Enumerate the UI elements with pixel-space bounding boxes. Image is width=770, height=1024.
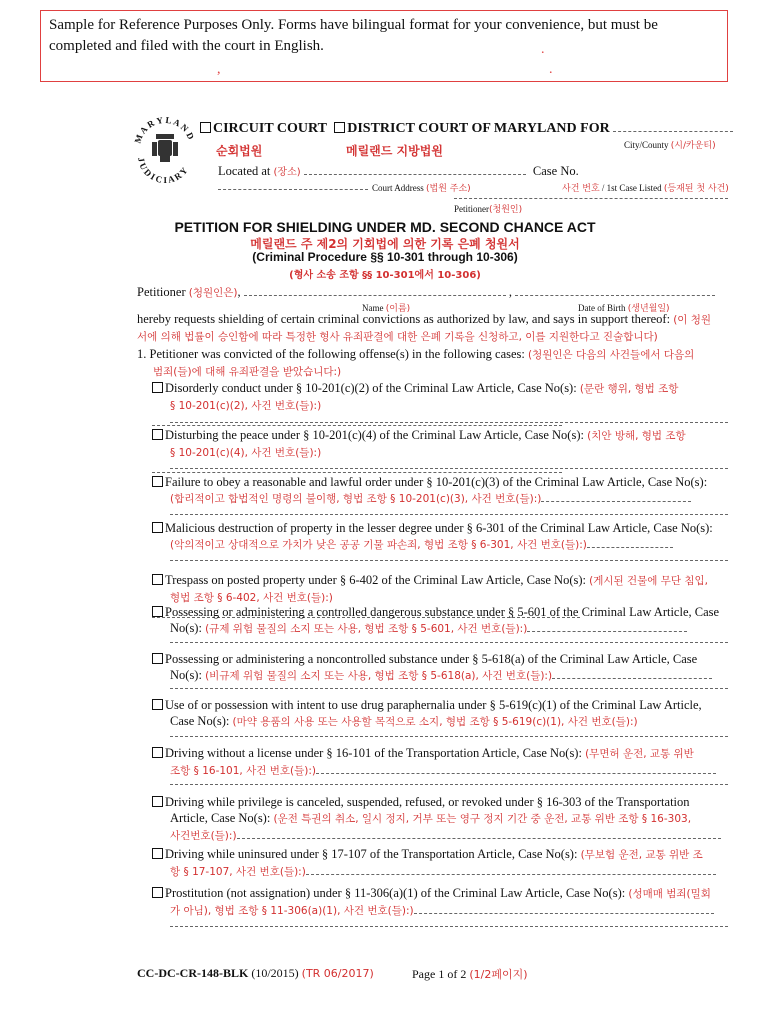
case-numbers-field[interactable]	[306, 874, 716, 875]
district-court-checkbox[interactable]	[334, 122, 345, 133]
petitioner-row: Petitioner (청원인은), ,	[137, 285, 729, 300]
section-1: 1. Petitioner was convicted of the following offense(s) in the following cases: (청원인은 다음의 사건들에서 다음의 범죄(들)에 대해 유죄판결을 받았습니다:)	[137, 347, 695, 378]
form-footer-id: CC-DC-CR-148-BLK (10/2015) (TR 06/2017)	[137, 966, 374, 980]
case-numbers-field[interactable]	[541, 501, 691, 502]
name-caption: Name (이름)	[362, 303, 411, 314]
offense-checkbox[interactable]	[152, 747, 163, 758]
district-court-kr: 메릴랜드 지방법원	[346, 144, 443, 158]
circuit-court-label: CIRCUIT COURT	[213, 121, 327, 136]
svg-text:J U D I C I A R Y: J U D I C I A R Y	[135, 156, 190, 186]
svg-text:M A R Y L A N D: M A R Y L A N D	[132, 114, 197, 145]
court-address-field[interactable]	[304, 174, 526, 175]
circuit-court-kr: 순회법원	[216, 144, 263, 158]
case-numbers-field[interactable]	[587, 547, 673, 548]
offense-checkbox[interactable]	[152, 522, 163, 533]
offense-failure-to-obey: Failure to obey a reasonable and lawful order under § 10-201(c)(3) of the Criminal Law Article, Case No(s): (합리적이고 합법적인 명령의 불이행, 형법 조항 § 10-201(c)(3), 사건 번호(들):)	[152, 474, 728, 507]
page-number: Page 1 of 2 (1/2페이지)	[412, 967, 528, 981]
petitioner-header-field[interactable]	[454, 188, 728, 199]
court-address-caption: Court Address (법원 주소)	[372, 183, 471, 194]
offense-checkbox[interactable]	[152, 429, 163, 440]
case-numbers-field[interactable]	[237, 838, 721, 839]
offense-checkbox[interactable]	[152, 476, 163, 487]
offense-prostitution: Prostitution (not assignation) under § 11-306(a)(1) of the Criminal Law Article, Case No(s): (성매매 범죄(밀회 가 아님), 형법 조항 § 11-306(a)(1), 사건 번호(들):)	[152, 885, 728, 919]
maryland-judiciary-seal-icon	[132, 112, 198, 188]
offense-checkbox[interactable]	[152, 887, 163, 898]
form-subtitle: (Criminal Procedure §§ 10-301 through 10-306)	[252, 250, 518, 264]
location-row: Located at (장소) Case No.	[218, 163, 728, 194]
offense-malicious-destruction: Malicious destruction of property in the lesser degree under § 6-301 of the Criminal Law Article, Case No(s): (악의적이고 상대적으로 가치가 낮은 공공 기물 파손죄, 형법 조항 § 6-301, 사건 번호(들):)	[152, 520, 728, 553]
offense-checkbox[interactable]	[152, 653, 163, 664]
case-numbers-field[interactable]	[552, 678, 712, 679]
city-county-field[interactable]	[613, 131, 733, 132]
offense-driving-privilege-canceled: Driving while privilege is canceled, suspended, refused, or revoked under § 16-303 of the Transportation Article, Case No(s): (운전 특권의 취소, 일시 정지, 거부 또는 영구 정지 기간 중 운전, 교통 위반 조항 § 16-303, 사건번호(들):)	[152, 794, 728, 844]
form-title: PETITION FOR SHIELDING UNDER MD. SECOND CHANCE ACT	[174, 219, 596, 235]
notice-line-1: Sample for Reference Purposes Only. Forms have bilingual format for your convenience, but must be	[49, 17, 658, 33]
offense-checkbox[interactable]	[152, 606, 163, 617]
offense-drug-paraphernalia: Use of or possession with intent to use drug paraphernalia under § 5-619(c)(1) of the Criminal Law Article, Case No(s): (마약 용품의 사용 또는 사용할 목적으로 소지, 형법 조항 § 5-619(c)(1), 사건 번호(들):)	[152, 697, 728, 730]
date-of-birth-field[interactable]	[515, 295, 715, 296]
offense-checkbox[interactable]	[152, 699, 163, 710]
case-numbers-field[interactable]	[316, 773, 716, 774]
offense-disorderly-conduct: Disorderly conduct under § 10-201(c)(2) of the Criminal Law Article, Case No(s): (문란 행위, 형법 조항 § 10-201(c)(2), 사건 번호(들):)	[152, 380, 728, 430]
dob-caption: Date of Birth (생년월일)	[578, 303, 670, 314]
offense-checkbox[interactable]	[152, 574, 163, 585]
court-selection	[200, 121, 733, 137]
circuit-court-checkbox[interactable]	[200, 122, 211, 133]
notice-line-2: completed and filed with the court in English.	[49, 38, 324, 54]
city-county-caption: City/County (시/카운티)	[624, 140, 716, 151]
petitioner-caption: Petitioner(청원인)	[454, 204, 523, 215]
reference-notice: Sample for Reference Purposes Only. Forms have bilingual format for your convenience, but must be completed and filed with the court in English. . , .	[40, 10, 728, 82]
offense-checkbox[interactable]	[152, 796, 163, 807]
offense-driving-without-license: Driving without a license under § 16-101 of the Transportation Article, Case No(s): (무면허 운전, 교통 위반 조항 § 16-101, 사건 번호(들):)	[152, 745, 728, 779]
offense-trespass: Trespass on posted property under § 6-402 of the Criminal Law Article, Case No(s): (게시된 건물에 무단 침입, 형법 조항 § 6-402, 사건 번호(들):)	[152, 572, 728, 622]
offense-disturbing-peace: Disturbing the peace under § 10-201(c)(4) of the Criminal Law Article, Case No(s): (치안 방해, 형법 조항 § 10-201(c)(4), 사건 번호(들):)	[152, 427, 728, 477]
district-court-label: DISTRICT COURT OF MARYLAND FOR	[347, 121, 610, 136]
offense-checkbox[interactable]	[152, 848, 163, 859]
case-numbers-field[interactable]	[152, 425, 562, 426]
case-numbers-field[interactable]	[414, 913, 714, 914]
offense-driving-uninsured: Driving while uninsured under § 17-107 of the Transportation Article, Case No(s): (무보험 운전, 교통 위반 조 항 § 17-107, 사건 번호(들):)	[152, 846, 728, 880]
offense-checkbox[interactable]	[152, 382, 163, 393]
case-number-caption: 사건 번호 / 1st Case Listed (등재된 첫 사건)	[562, 183, 729, 194]
case-numbers-field[interactable]	[152, 472, 562, 473]
case-numbers-field[interactable]	[527, 631, 687, 632]
intro-statement: hereby requests shielding of certain criminal convictions as authorized by law, and says in support thereof: (이 청원 서에 의해 법률이 승인함에 따라 특정한 형사 유죄판결에 대한 은폐 기록을 신청하고, 이를 지원한다고 진술합니다)	[137, 312, 712, 343]
form-title-kr: 메릴랜드 주 제2의 기회법에 의한 기록 은폐 청원서	[250, 237, 520, 251]
offense-cds-possession: Possessing or administering a controlled dangerous substance under § 5-601 of the Criminal Law Article, Case No(s): (규제 위험 물질의 소지 또는 사용, 형법 조항 § 5-601, 사건 번호(들):)	[152, 604, 728, 637]
offense-noncontrolled-substance: Possessing or administering a noncontrolled substance under § 5-618(a) of the Criminal Law Article, Case No(s): (비규제 위험 물질의 소지 또는 사용, 형법 조항 § 5-618(a), 사건 번호(들):)	[152, 651, 728, 684]
form-subtitle-kr: (형사 소송 조항 §§ 10-301에서 10-306)	[289, 270, 481, 281]
case-number-field[interactable]	[218, 189, 368, 190]
petitioner-name-field[interactable]	[244, 295, 506, 296]
